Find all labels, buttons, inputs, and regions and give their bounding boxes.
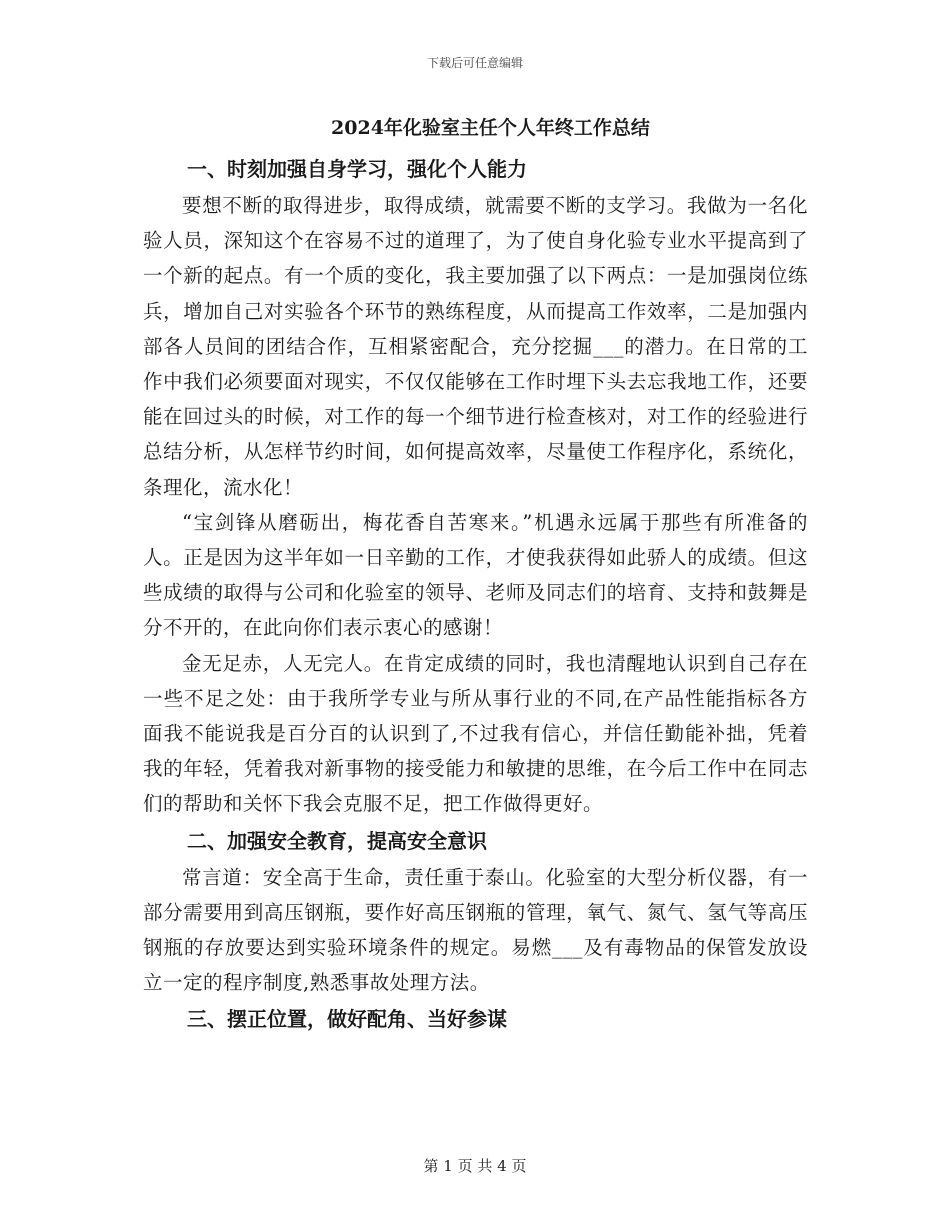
document-body (143, 112, 808, 1038)
paragraph: “宝剑锋从磨砺出，梅花香自苦寒来。”机遇永远属于那些有所准备的人。正是因为这半年如一日辛勤的工作，才使我获得如此骄人的成绩。但这些成绩的取得与公司和化验室的领导、老师及同志们的培育、支持和鼓舞是分不开的，在此向你们表示衷心的感谢！ (143, 510, 808, 640)
document-title: 2024年化验室主任个人年终工作总结 (331, 117, 650, 139)
section-heading-2: 二、加强安全教育，提高安全意识 (187, 828, 487, 853)
section-heading-1: 一、时刻加强自身学习，强化个人能力 (187, 157, 527, 181)
paragraph: 要想不断的取得进步，取得成绩，就需要不断的支学习。我做为一名化验人员，深知这个在容易不过的道理了，为了使自身化验专业水平提高到了一个新的起点。有一个质的变化，我主要加强了以下两点：一是加强岗位练兵，增加自己对实验各个环节的熟练程度，从而提高工作效率，二是加强内部各人员间的团结合作，互相紧密配合，充分挖掘___的潜力。在日常的工作中我们必须要面对现实，不仅仅能够在工作时埋下头去忘我地工作，还要能在回过头的时候，对工作的每一个细节进行检查核对，对工作的经验进行总结分析，从怎样节约时间，如何提高效率，尽量使工作程序化，系统化，条理化，流水化！ (143, 194, 808, 499)
section-heading-3: 三、摆正位置，做好配角、当好参谋 (187, 1007, 507, 1032)
paragraph: 常言道：安全高于生命，责任重于泰山。化验室的大型分析仪器，有一部分需要用到高压钢瓶，要作好高压钢瓶的管理，氧气、氮气、氢气等高压钢瓶的存放要达到实验环境条件的规定。易燃___及有毒物品的保管发放设立一定的程序制度,熟悉事故处理方法。 (143, 865, 808, 995)
page-footer: 第 1 页 共 4 页 (423, 1157, 527, 1175)
paragraph: 金无足赤，人无完人。在肯定成绩的同时，我也清醒地认识到自己存在一些不足之处：由于我所学专业与所从事行业的不同,在产品性能指标各方面我不能说我是百分百的认识到了,不过我有信心，并信任勤能补拙，凭着我的年轻，凭着我对新事物的接受能力和敏捷的思维，在今后工作中在同志们的帮助和关怀下我会克服不足，把工作做得更好。 (143, 651, 808, 816)
header-note: 下载后可任意编辑 (426, 56, 523, 70)
